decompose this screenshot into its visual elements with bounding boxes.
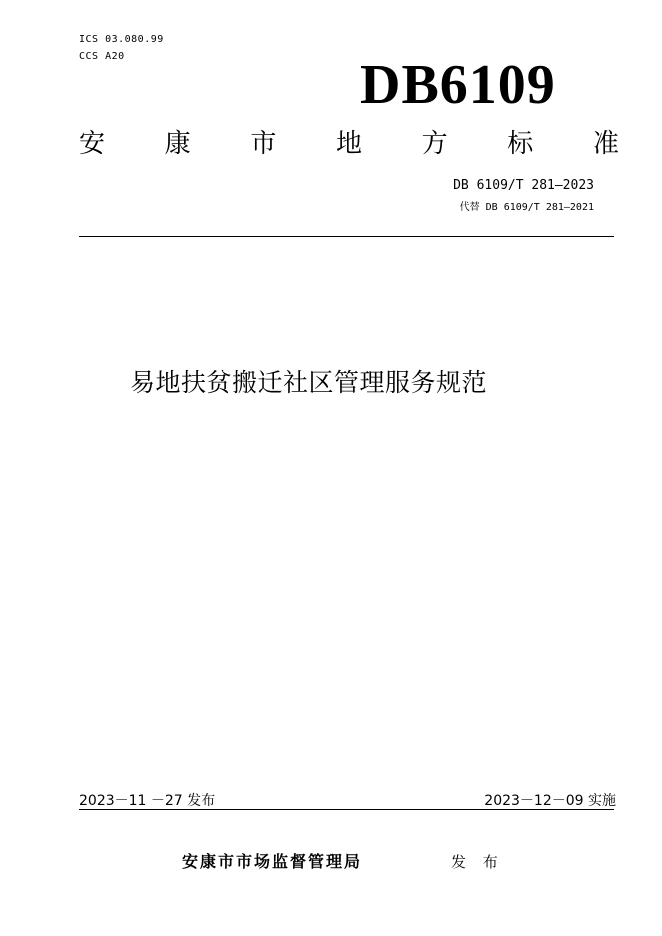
- publish-date: 2023－11 －27 发布: [79, 793, 216, 809]
- footer-divider: [79, 809, 614, 810]
- ics-code: ICS 03.080.99: [79, 34, 164, 45]
- standard-type-char: 康: [164, 129, 191, 159]
- standard-type-char: 市: [250, 129, 277, 159]
- ccs-code: CCS A20: [79, 51, 125, 62]
- document-title: 易地扶贫搬迁社区管理服务规范: [130, 368, 488, 397]
- standard-type-char: 标: [507, 129, 534, 159]
- issue-label: 发 布: [451, 853, 504, 871]
- standard-type-heading: [79, 128, 619, 160]
- replaces-standard: 代替 DB 6109/T 281—2021: [459, 202, 594, 213]
- implement-date: 2023－12－09 实施: [484, 793, 616, 809]
- standard-type-char: 地: [335, 129, 362, 159]
- issuer-name: 安康市市场监督管理局: [182, 852, 363, 871]
- standard-type-char: 方: [421, 129, 448, 159]
- standard-logo: DB6109: [360, 54, 556, 116]
- header-divider: [79, 236, 614, 237]
- standard-number: DB 6109/T 281—2023: [453, 178, 594, 193]
- standard-type-char: 安: [79, 129, 106, 159]
- standard-type-char: 准: [592, 129, 619, 159]
